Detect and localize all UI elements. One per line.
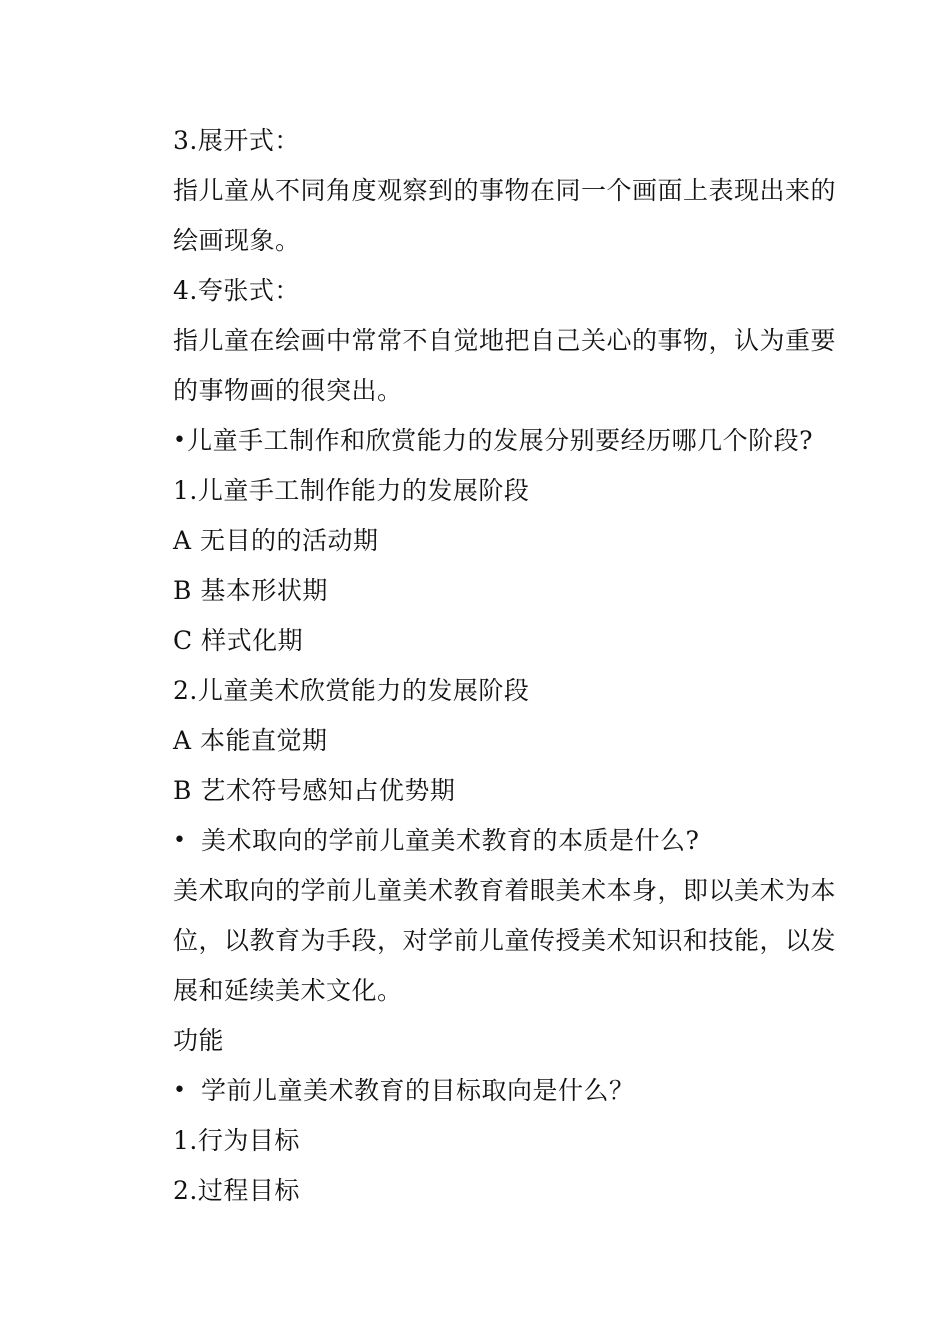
- paragraph-line: 位，以教育为手段，对学前儿童传授美术知识和技能，以发: [173, 926, 837, 955]
- document-body: [173, 116, 837, 1216]
- list-item: 1.行为目标: [173, 1126, 300, 1155]
- list-heading: 1.儿童手工制作能力的发展阶段: [173, 476, 530, 505]
- label-function: 功能: [173, 1026, 225, 1055]
- list-item: C 样式化期: [173, 626, 304, 655]
- paragraph-line: 的事物画的很突出。: [173, 376, 403, 405]
- bullet-question: [173, 816, 813, 866]
- list-item: 2.过程目标: [173, 1176, 300, 1205]
- list-item: A 本能直觉期: [173, 726, 328, 755]
- question-text: 美术取向的学前儿童美术教育的本质是什么?: [201, 826, 700, 855]
- heading-exaggerated-style: 4.夸张式：: [173, 276, 300, 305]
- bullet-question: [173, 1066, 813, 1116]
- bullet-icon: •: [173, 428, 187, 453]
- bullet-icon: •: [173, 1078, 187, 1103]
- paragraph-line: 美术取向的学前儿童美术教育着眼美术本身，即以美术为本: [173, 876, 837, 905]
- paragraph-line: 指儿童从不同角度观察到的事物在同一个画面上表现出来的: [173, 176, 837, 205]
- list-heading: 2.儿童美术欣赏能力的发展阶段: [173, 676, 530, 705]
- bullet-question: [173, 416, 813, 466]
- list-item: A 无目的的活动期: [173, 526, 379, 555]
- question-text: 儿童手工制作和欣赏能力的发展分别要经历哪几个阶段?: [187, 426, 813, 455]
- paragraph-line: 展和延续美术文化。: [173, 976, 403, 1005]
- heading-expanded-style: 3.展开式：: [173, 126, 300, 155]
- list-item: B 基本形状期: [173, 576, 328, 605]
- question-text: 学前儿童美术教育的目标取向是什么？: [201, 1076, 635, 1105]
- paragraph-line: 指儿童在绘画中常常不自觉地把自己关心的事物，认为重要: [173, 326, 837, 355]
- paragraph-line: 绘画现象。: [173, 226, 301, 255]
- bullet-icon: •: [173, 828, 187, 853]
- list-item: B 艺术符号感知占优势期: [173, 776, 456, 805]
